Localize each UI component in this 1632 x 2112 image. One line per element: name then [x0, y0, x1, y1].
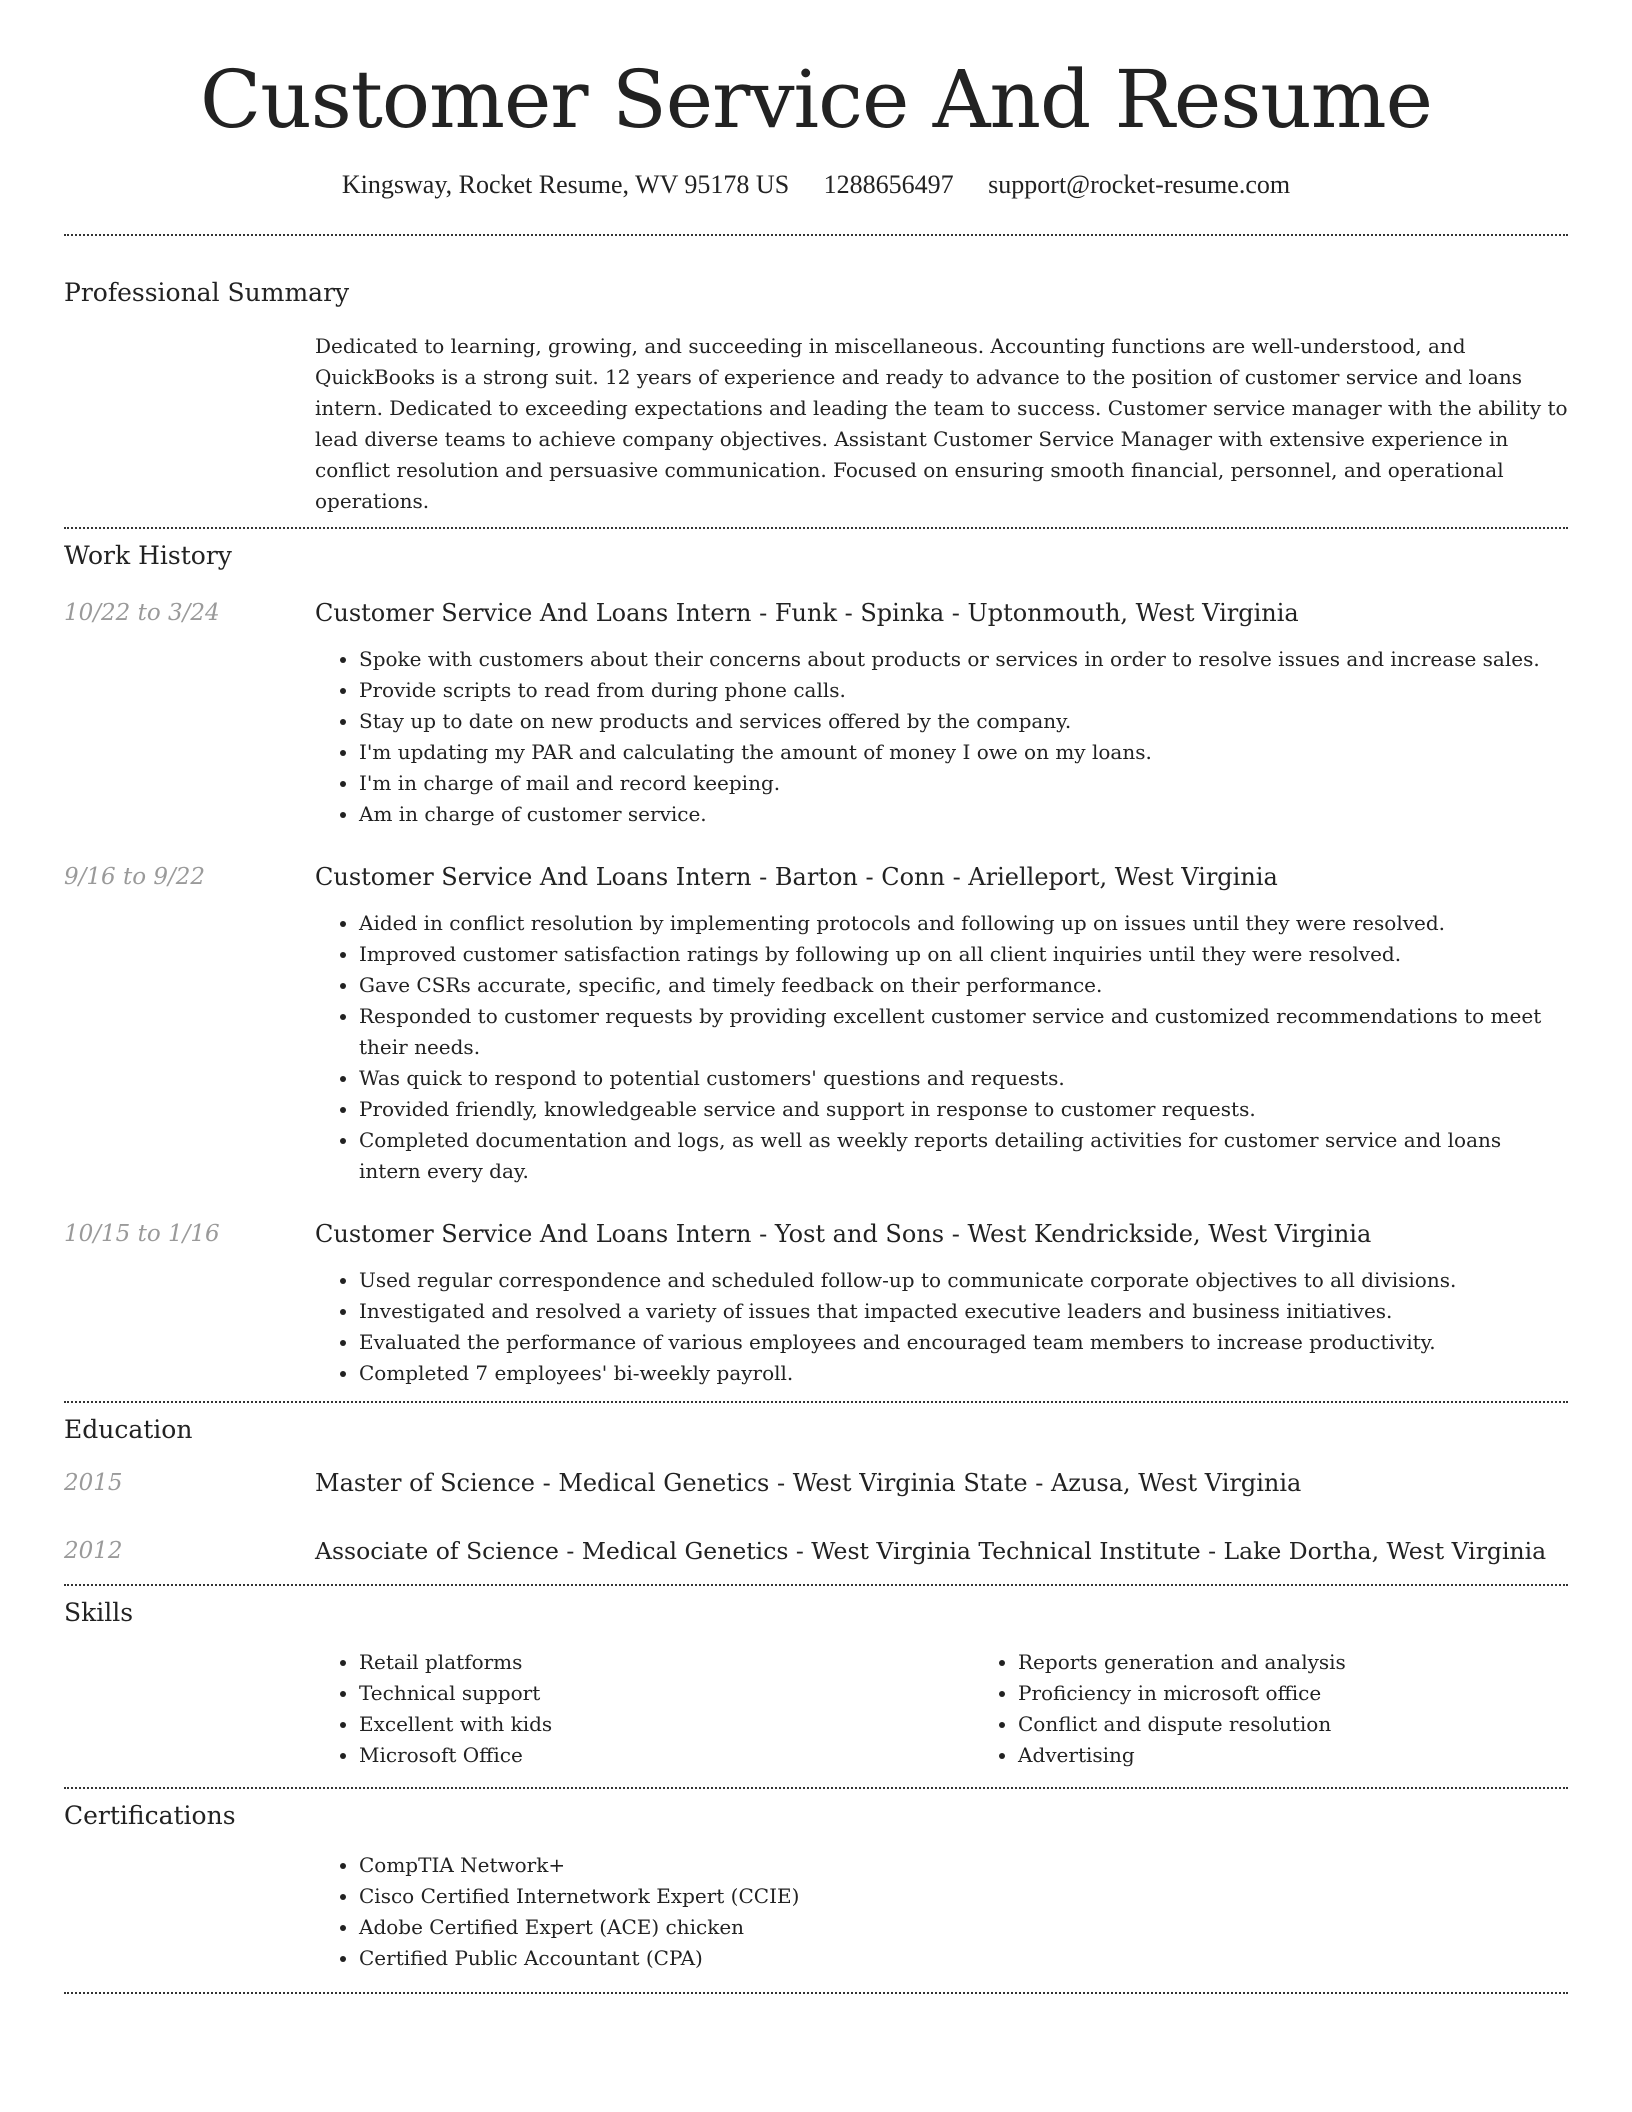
- education-title: Education: [64, 1415, 193, 1444]
- list-item: • Certified Public Accountant (CPA): [359, 1943, 1568, 1974]
- list-item: • Improved customer satisfaction ratings by following up on all client inquiries until they were resolved.: [359, 939, 1568, 970]
- list-item: • Evaluated the performance of various employees and encouraged team members to increase productivity.: [359, 1327, 1568, 1358]
- job-dates: 10/22 to 3/24: [64, 600, 220, 626]
- contact-line: [64, 170, 1568, 200]
- education-degree: Associate of Science - Medical Genetics - West Virginia Technical Institute - Lake Dortha, West Virginia: [315, 1537, 1547, 1565]
- education-degree: Master of Science - Medical Genetics - West Virginia State - Azusa, West Virginia: [315, 1469, 1302, 1497]
- education-section: [64, 1415, 1568, 1568]
- list-item: • Was quick to respond to potential customers' questions and requests.: [359, 1063, 1568, 1094]
- list-item: • Completed documentation and logs, as well as weekly reports detailing activities for customer service and loans intern every day.: [359, 1125, 1568, 1187]
- summary-section: [64, 278, 1568, 517]
- section-divider: [64, 1401, 1568, 1403]
- section-divider: [64, 234, 1568, 236]
- work-history-title: Work History: [64, 541, 232, 570]
- list-item: • Spoke with customers about their concerns about products or services in order to resolve issues and increase sales.: [359, 644, 1568, 675]
- education-entry: [64, 1534, 1568, 1568]
- resume-page: [64, 0, 1568, 1994]
- list-item: • CompTIA Network+: [359, 1850, 1568, 1881]
- skills-section: [64, 1598, 1568, 1771]
- education-year: 2012: [64, 1538, 123, 1564]
- contact-address: Kingsway, Rocket Resume, WV 95178 US: [341, 170, 790, 199]
- skills-list-left: [315, 1647, 974, 1771]
- list-item: • Investigated and resolved a variety of issues that impacted executive leaders and business initiatives.: [359, 1296, 1568, 1327]
- resume-name: Customer Service And Resume: [199, 53, 1433, 146]
- education-entry: [64, 1466, 1568, 1500]
- list-item: • Provide scripts to read from during phone calls.: [359, 675, 1568, 706]
- list-item: • I'm in charge of mail and record keeping.: [359, 768, 1568, 799]
- summary-title: Professional Summary: [64, 278, 350, 307]
- list-item: • I'm updating my PAR and calculating the amount of money I owe on my loans.: [359, 737, 1568, 768]
- list-item: • Technical support: [359, 1678, 974, 1709]
- job-entry: [64, 860, 1568, 1187]
- certifications-list: [315, 1850, 1568, 1974]
- job-entry: [64, 1217, 1568, 1389]
- list-item: • Reports generation and analysis: [1018, 1647, 1632, 1678]
- list-item: • Gave CSRs accurate, specific, and timely feedback on their performance.: [359, 970, 1568, 1001]
- job-bullets: [315, 908, 1568, 1187]
- list-item: • Used regular correspondence and scheduled follow-up to communicate corporate objectives to all divisions.: [359, 1265, 1568, 1296]
- job-heading: Customer Service And Loans Intern - Yost and Sons - West Kendrickside, West Virginia: [315, 1220, 1372, 1248]
- list-item: • Advertising: [1018, 1740, 1632, 1771]
- job-bullets: [315, 1265, 1568, 1389]
- list-item: • Provided friendly, knowledgeable service and support in response to customer requests.: [359, 1094, 1568, 1125]
- list-item: • Aided in conflict resolution by implementing protocols and following up on issues until they were resolved.: [359, 908, 1568, 939]
- contact-email: support@rocket-resume.com: [988, 170, 1291, 199]
- work-history-section: [64, 541, 1568, 1389]
- job-heading: Customer Service And Loans Intern - Barton - Conn - Arielleport, West Virginia: [315, 863, 1278, 891]
- list-item: • Retail platforms: [359, 1647, 974, 1678]
- section-divider: [64, 527, 1568, 529]
- job-dates: 9/16 to 9/22: [64, 864, 206, 890]
- section-divider: [64, 1787, 1568, 1789]
- list-item: • Excellent with kids: [359, 1709, 974, 1740]
- certifications-section: [64, 1801, 1568, 1974]
- list-item: • Am in charge of customer service.: [359, 799, 1568, 830]
- list-item: • Responded to customer requests by providing excellent customer service and customized recommendations to meet their needs.: [359, 1001, 1568, 1063]
- list-item: • Adobe Certified Expert (ACE) chicken: [359, 1912, 1568, 1943]
- list-item: • Stay up to date on new products and services offered by the company.: [359, 706, 1568, 737]
- job-dates: 10/15 to 1/16: [64, 1221, 220, 1247]
- summary-text: Dedicated to learning, growing, and succeeding in miscellaneous. Accounting functions are well-understood, and QuickBooks is a strong suit. 12 years of experience and ready to advance to the position of customer service and loans intern. Dedicated to exceeding expectations and leading the team to success. Customer service manager with the ability to lead diverse teams to achieve company objectives. Assistant Customer Service Manager with extensive experience in conflict resolution and persuasive communication. Focused on ensuring smooth financial, personnel, and operational operations.: [315, 334, 1568, 513]
- section-divider: [64, 1992, 1568, 1994]
- contact-phone: 1288656497: [823, 170, 954, 199]
- list-item: • Proficiency in microsoft office: [1018, 1678, 1632, 1709]
- education-year: 2015: [64, 1470, 123, 1496]
- list-item: • Cisco Certified Internetwork Expert (CCIE): [359, 1881, 1568, 1912]
- skills-list-right: [974, 1647, 1632, 1771]
- list-item: • Completed 7 employees' bi-weekly payroll.: [359, 1358, 1568, 1389]
- list-item: • Microsoft Office: [359, 1740, 974, 1771]
- job-heading: Customer Service And Loans Intern - Funk - Spinka - Uptonmouth, West Virginia: [315, 599, 1299, 627]
- certifications-title: Certifications: [64, 1801, 236, 1830]
- job-bullets: [315, 644, 1568, 830]
- skills-title: Skills: [64, 1598, 134, 1627]
- job-entry: [64, 596, 1568, 830]
- section-divider: [64, 1584, 1568, 1586]
- list-item: • Conflict and dispute resolution: [1018, 1709, 1632, 1740]
